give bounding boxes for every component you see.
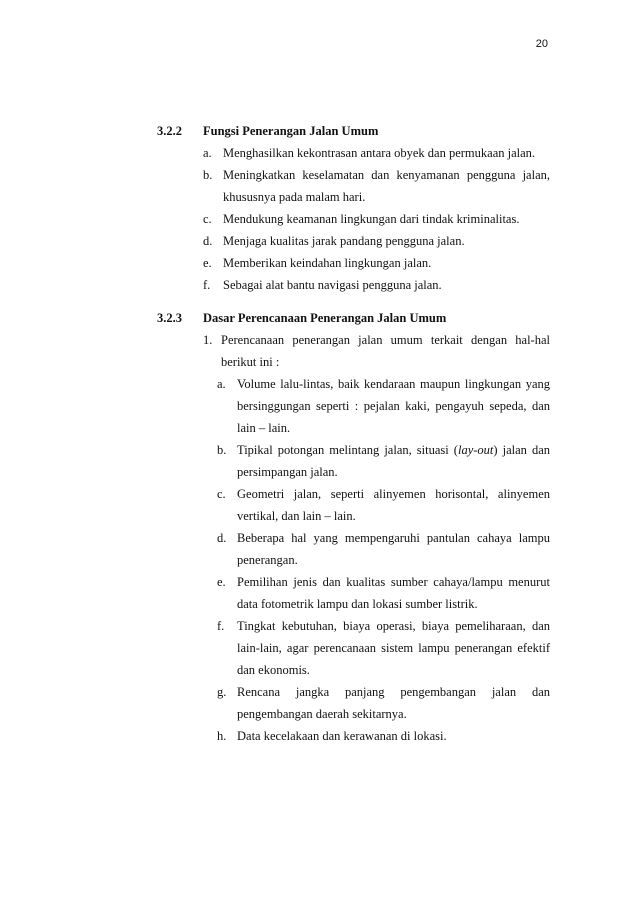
section-number: 3.2.3 — [157, 311, 182, 325]
list-item — [157, 274, 550, 296]
page-number: 20 — [535, 38, 548, 50]
section-heading — [157, 307, 550, 329]
sub-list-item — [157, 725, 550, 747]
list-item-text: Sebagai alat bantu navigasi pengguna jalan. — [223, 278, 442, 292]
list-item-text: Volume lalu-lintas, baik kendaraan maupun lingkungan yang bersinggungan seperti : pejalan kaki, pengayuh sepeda, dan lain – lain. — [237, 377, 550, 435]
list-marker: c. — [217, 487, 226, 501]
list-item-text: Menjaga kualitas jarak pandang pengguna jalan. — [223, 234, 465, 248]
list-marker: h. — [217, 729, 227, 743]
section-3-2-3 — [157, 307, 550, 747]
section-number: 3.2.2 — [157, 124, 182, 138]
list-item-text: Memberikan keindahan lingkungan jalan. — [223, 256, 432, 270]
list-marker: d. — [217, 531, 227, 545]
list-item — [157, 252, 550, 274]
list-item-text: Data kecelakaan dan kerawanan di lokasi. — [237, 729, 447, 743]
sub-list-item — [157, 373, 550, 439]
list-marker: c. — [203, 212, 212, 226]
list-marker: 1. — [203, 333, 213, 347]
list-item — [157, 208, 550, 230]
planning-list — [157, 329, 550, 747]
sub-list-item — [157, 439, 550, 483]
list-item-text: Geometri jalan, seperti alinyemen horisontal, alinyemen vertikal, dan lain – lain. — [237, 487, 550, 523]
sub-list-item — [157, 483, 550, 527]
list-marker: d. — [203, 234, 213, 248]
section-heading — [157, 120, 550, 142]
list-item — [157, 142, 550, 164]
list-marker: b. — [203, 168, 213, 182]
list-marker: a. — [203, 146, 212, 160]
list-item-text: Rencana jangka panjang pengembangan jalan dan pengembangan daerah sekitarnya. — [237, 685, 550, 721]
sub-list-item — [157, 571, 550, 615]
function-list — [157, 142, 550, 296]
sub-list-item — [157, 527, 550, 571]
section-title: Dasar Perencanaan Penerangan Jalan Umum — [203, 311, 447, 325]
list-item-text: Perencanaan penerangan jalan umum terkait dengan hal-hal berikut ini : — [221, 333, 550, 369]
section-title: Fungsi Penerangan Jalan Umum — [203, 124, 379, 138]
list-item — [157, 164, 550, 208]
list-marker: f. — [203, 278, 211, 292]
list-marker: e. — [217, 575, 226, 589]
section-3-2-2 — [157, 120, 550, 296]
list-item-text: Mendukung keamanan lingkungan dari tindak kriminalitas. — [223, 212, 520, 226]
list-marker: g. — [217, 685, 227, 699]
list-item-text: Beberapa hal yang mempengaruhi pantulan cahaya lampu penerangan. — [237, 531, 550, 567]
list-marker: e. — [203, 256, 212, 270]
list-item — [157, 329, 550, 747]
list-item-text: Meningkatkan keselamatan dan kenyamanan pengguna jalan, khususnya pada malam hari. — [223, 168, 550, 204]
list-marker: b. — [217, 443, 227, 457]
sub-list — [157, 373, 550, 747]
list-marker: f. — [217, 619, 225, 633]
sub-list-item — [157, 681, 550, 725]
list-marker: a. — [217, 377, 226, 391]
list-item-text: Tingkat kebutuhan, biaya operasi, biaya pemeliharaan, dan lain-lain, agar perencanaan sistem lampu penerangan efektif dan ekonomis. — [237, 619, 550, 677]
sub-list-item — [157, 615, 550, 681]
list-item-text: Menghasilkan kekontrasan antara obyek dan permukaan jalan. — [223, 146, 536, 160]
list-item-text: Pemilihan jenis dan kualitas sumber cahaya/lampu menurut data fotometrik lampu dan lokasi sumber listrik. — [237, 575, 550, 611]
list-item-text: Tipikal potongan melintang jalan, situasi (lay-out) jalan dan persimpangan jalan. — [237, 443, 550, 479]
list-item — [157, 230, 550, 252]
